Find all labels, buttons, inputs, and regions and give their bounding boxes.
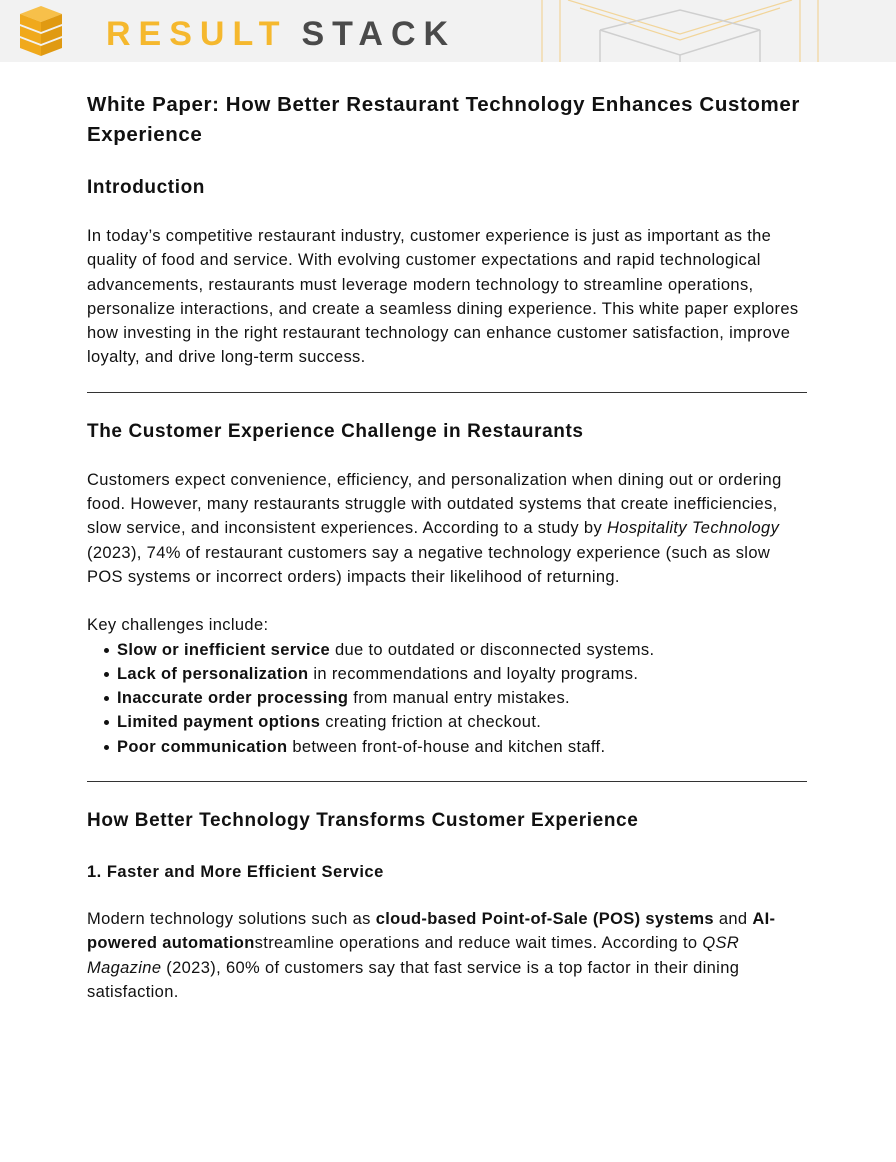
- stacked-boxes-icon: [16, 4, 66, 58]
- challenges-list: [87, 638, 809, 759]
- brand-word-result: RESULT: [106, 15, 288, 53]
- page-header: [0, 0, 896, 62]
- sub1-text-part: and: [713, 910, 753, 929]
- list-item: [117, 686, 809, 710]
- challenge-source: Hospitality Technology: [606, 519, 780, 538]
- sub1-source: QSR Magazine: [87, 934, 740, 977]
- brand-logo-text: [106, 14, 456, 54]
- list-item-text: from manual entry mistakes.: [348, 689, 570, 708]
- sub1-bold-ai: AI-powered automation: [87, 910, 776, 953]
- challenge-text-before: Customers expect convenience, efficiency, and personalization when dining out or ordering food. However, many restaurants struggle with outdated systems that create inefficiencies, slow service, and inconsistent experiences. According to a study by: [87, 470, 782, 538]
- subsection-1-heading: 1. Faster and More Efficient Service: [87, 863, 384, 882]
- introduction-paragraph: In today’s competitive restaurant industry, customer experience is just as important as the quality of food and service. With evolving customer expectations and rapid technological advancements, restaurants must leverage modern technology to streamline operations, personalize interactions, and create a seamless dining experience. This white paper explores how investing in the right restaurant technology can enhance customer satisfaction, improve loyalty, and drive long-term success.: [87, 227, 799, 367]
- sub1-text-part: Modern technology solutions such as: [87, 910, 376, 929]
- sub1-bold-pos: cloud-based Point-of-Sale (POS) systems: [375, 910, 714, 929]
- list-item-bold: Lack of personalization: [117, 664, 309, 683]
- brand-word-stack: STACK: [301, 15, 457, 53]
- transform-heading: How Better Technology Transforms Customer Experience: [87, 810, 639, 832]
- introduction-heading: Introduction: [87, 177, 206, 198]
- list-item: [117, 710, 809, 734]
- list-item: [117, 662, 809, 686]
- list-item-bold: Inaccurate order processing: [117, 689, 349, 708]
- list-item: [117, 638, 809, 662]
- sub1-text-part: (2023), 60% of customers say that fast service is a top factor in their dining satisfaction.: [87, 958, 740, 1001]
- list-item-bold: Poor communication: [117, 737, 288, 756]
- challenge-text-after: (2023), 74% of restaurant customers say a negative technology experience (such as slow POS systems or incorrect orders) impacts their likelihood of returning.: [87, 543, 771, 586]
- list-item: [117, 735, 809, 759]
- document-body: [87, 90, 809, 1004]
- list-item-text: between front-of-house and kitchen staff.: [287, 737, 606, 756]
- subsection-1-paragraph: [87, 907, 809, 1004]
- challenge-heading: The Customer Experience Challenge in Restaurants: [87, 420, 584, 442]
- section-divider: [87, 392, 807, 393]
- list-item-bold: Slow or inefficient service: [117, 640, 331, 659]
- key-challenges-intro: Key challenges include:: [87, 616, 269, 635]
- list-item-bold: Limited payment options: [117, 713, 321, 732]
- list-item-text: creating friction at checkout.: [320, 713, 542, 732]
- decorative-box-outline-graphic: [540, 0, 820, 62]
- challenge-paragraph: [87, 468, 809, 589]
- document-title: White Paper: How Better Restaurant Technology Enhances Customer Experience: [87, 93, 800, 146]
- sub1-text-part: streamline operations and reduce wait times. According to: [254, 934, 703, 953]
- section-divider: [87, 781, 807, 782]
- list-item-text: in recommendations and loyalty programs.: [308, 664, 639, 683]
- list-item-text: due to outdated or disconnected systems.: [330, 640, 655, 659]
